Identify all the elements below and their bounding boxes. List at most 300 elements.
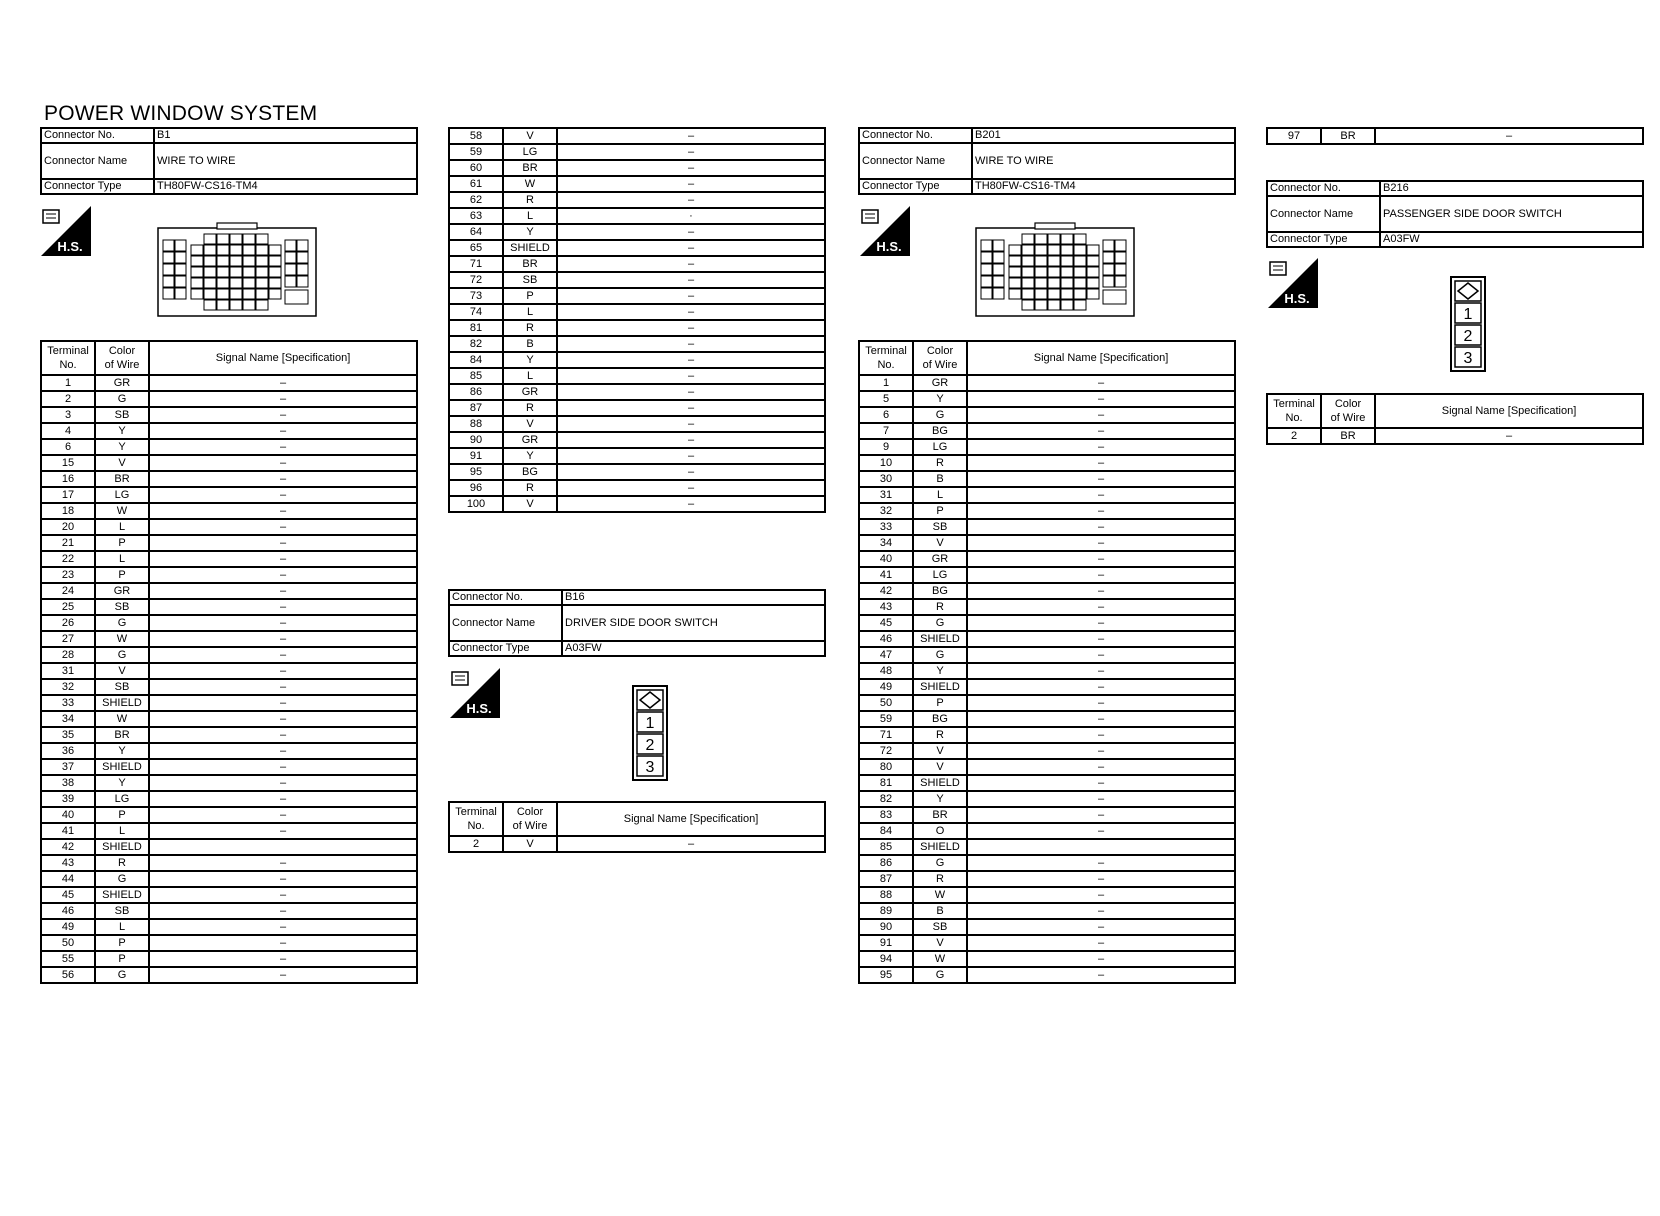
wire-color-cell: BR [1321,428,1375,444]
terminal-cavity [191,245,203,255]
terminal-cavity [175,288,186,299]
wire-color-cell: G [95,967,149,983]
terminal-cavity [1103,240,1114,251]
table-row [859,871,1235,887]
wire-color-cell: R [503,320,557,336]
wire-color-cell: R [503,192,557,208]
connector-type-label: Connector Type [1267,232,1380,247]
signal-name-cell: – [557,416,825,432]
terminal-cavity [243,245,255,255]
terminal-no-cell: 59 [859,711,913,727]
wire-color-cell: P [95,807,149,823]
signal-name-cell: – [149,775,417,791]
terminal-cavity [285,240,296,251]
table-row [449,224,825,240]
terminal-no-cell: 30 [859,471,913,487]
connector-no-label: Connector No. [41,128,154,143]
terminal-no-cell: 37 [41,759,95,775]
signal-name-cell: – [967,695,1235,711]
signal-name-cell: – [967,823,1235,839]
terminal-no-cell: 34 [859,535,913,551]
signal-name-cell: – [967,551,1235,567]
wire-color-cell: Y [913,391,967,407]
wire-color-cell: B [913,903,967,919]
terminal-no-cell: 6 [859,407,913,423]
terminal-cavity [1115,252,1126,263]
signal-name-cell: – [557,256,825,272]
terminal-no-header [449,802,503,836]
table-row [449,384,825,400]
terminal-cavity [297,240,308,251]
table-row [859,439,1235,455]
terminal-cavity [217,300,229,310]
wire-color-cell: BR [503,160,557,176]
table-row [449,480,825,496]
harness-side-icon [1268,258,1318,308]
wire-color-cell: G [913,967,967,983]
terminal-cavity [1074,278,1086,288]
terminal-cavity [1035,267,1047,277]
connector-b1-pin-table-continued [448,127,826,513]
header-line: Color [926,345,954,357]
signal-name-cell: – [557,160,825,176]
terminal-no-cell: 81 [449,320,503,336]
terminal-cavity [1074,234,1086,244]
table-row [41,967,417,983]
connector-type-value: TH80FW-CS16-TM4 [972,179,1235,194]
wire-color-cell: G [95,647,149,663]
signal-name-header: Signal Name [Specification] [1375,394,1643,428]
wire-color-cell: R [95,855,149,871]
terminal-cavity [243,289,255,299]
table-row [41,375,417,391]
wire-color-cell: Y [913,791,967,807]
wire-color-cell: LG [503,144,557,160]
terminal-cavity [230,245,242,255]
signal-name-cell: – [557,368,825,384]
signal-name-cell: – [967,951,1235,967]
terminal-cavity [1115,264,1126,275]
terminal-cavity [1074,289,1086,299]
wire-color-cell: B [503,336,557,352]
signal-name-cell: – [967,631,1235,647]
signal-name-cell: – [967,503,1235,519]
terminal-cavity [993,276,1004,287]
wire-color-cell: W [503,176,557,192]
table-header-row [449,802,825,836]
terminal-cavity [1074,256,1086,266]
page-title: POWER WINDOW SYSTEM [44,102,318,125]
table-row [449,256,825,272]
harness-side-icon [450,668,500,718]
wire-color-cell: SB [913,519,967,535]
terminal-no-cell: 23 [41,567,95,583]
terminal-cavity [1048,256,1060,266]
table-row [449,836,825,852]
table-row [449,352,825,368]
table-row [859,727,1235,743]
terminal-no-cell: 45 [41,887,95,903]
terminal-no-cell: 32 [859,503,913,519]
header-line: Color [1334,398,1362,410]
wire-color-cell: P [95,567,149,583]
terminal-no-cell: 90 [859,919,913,935]
signal-name-cell: – [967,727,1235,743]
wire-color-cell: R [913,871,967,887]
header-line: of Wire [922,359,958,371]
wire-color-cell: L [95,919,149,935]
terminal-no-cell: 71 [449,256,503,272]
connector-face-diagram [157,222,317,327]
terminal-cavity [230,278,242,288]
wire-color-cell: LG [913,439,967,455]
signal-name-header: Signal Name [Specification] [967,341,1235,375]
table-row [859,407,1235,423]
signal-name-cell: – [149,711,417,727]
table-row [859,823,1235,839]
table-row [41,599,417,615]
wire-color-cell: L [503,304,557,320]
terminal-cavity [191,278,203,288]
terminal-no-cell: 81 [859,775,913,791]
terminal-no-cell: 40 [41,807,95,823]
terminal-no-cell: 50 [41,935,95,951]
signal-name-cell: – [967,743,1235,759]
signal-name-cell: – [149,887,417,903]
signal-name-cell [149,839,417,855]
terminal-no-cell: 49 [859,679,913,695]
terminal-cavity [256,256,268,266]
terminal-no-cell: 16 [41,471,95,487]
terminal-no-cell: 5 [859,391,913,407]
table-row [859,967,1235,983]
table-row [41,855,417,871]
terminal-cavity [1061,234,1073,244]
terminal-no-cell: 47 [859,647,913,663]
wire-color-cell: V [503,496,557,512]
terminal-no-cell: 46 [41,903,95,919]
wire-color-cell: Y [503,352,557,368]
connector-name-label: Connector Name [41,143,154,179]
table-row [449,192,825,208]
terminal-cavity [269,289,281,299]
terminal-cavity [1035,245,1047,255]
terminal-no-cell: 91 [449,448,503,464]
terminal-cavity [230,300,242,310]
table-row [41,615,417,631]
terminal-no-cell: 41 [41,823,95,839]
terminal-no-cell: 91 [859,935,913,951]
table-row [41,743,417,759]
table-header-row [859,341,1235,375]
header-line: No. [467,820,485,832]
terminal-no-cell: 27 [41,631,95,647]
wire-color-cell: GR [503,432,557,448]
terminal-cavity [993,240,1004,251]
table-row [859,919,1235,935]
terminal-cavity [243,267,255,277]
table-row [449,320,825,336]
wire-color-cell: G [913,407,967,423]
terminal-cavity [256,267,268,277]
connector-latch [217,223,257,229]
wire-color-cell: SHIELD [913,679,967,695]
connector-no-label: Connector No. [449,590,562,605]
terminal-cavity [285,276,296,287]
terminal-cavity [1048,234,1060,244]
table-row [449,496,825,512]
signal-name-cell: – [557,496,825,512]
signal-name-cell: – [557,320,825,336]
terminal-cavity [1074,300,1086,310]
table-row [859,759,1235,775]
terminal-cavity [217,234,229,244]
table-row [1267,428,1643,444]
terminal-cavity [163,240,174,251]
wire-color-cell: B [913,471,967,487]
terminal-no-cell: 72 [449,272,503,288]
table-row [449,336,825,352]
terminal-no-header [41,341,95,375]
terminal-no-cell: 49 [41,919,95,935]
signal-name-cell: – [967,855,1235,871]
terminal-no-cell: 3 [41,407,95,423]
terminal-cavity [1061,278,1073,288]
signal-name-cell: – [967,871,1235,887]
terminal-no-cell: 94 [859,951,913,967]
terminal-cavity [1022,289,1034,299]
signal-name-cell: – [149,503,417,519]
table-row [41,951,417,967]
table-row [41,567,417,583]
terminal-cavity [269,267,281,277]
wire-color-cell: G [95,391,149,407]
table-row [449,288,825,304]
terminal-no-cell: 41 [859,567,913,583]
connector-type-label: Connector Type [41,179,154,194]
connector-b201-pin-table [858,340,1236,984]
connector-no-label: Connector No. [859,128,972,143]
terminal-cavity [1022,245,1034,255]
signal-name-cell: – [149,423,417,439]
terminal-cavity [1022,300,1034,310]
table-row [859,535,1235,551]
terminal-cavity [1103,276,1114,287]
table-row [859,647,1235,663]
signal-name-cell: – [149,599,417,615]
terminal-cavity [1048,300,1060,310]
terminal-cavity [297,264,308,275]
terminal-no-cell: 43 [859,599,913,615]
table-row [449,144,825,160]
table-row [449,240,825,256]
terminal-cavity [1022,267,1034,277]
table-row [41,759,417,775]
table-row [41,775,417,791]
terminal-no-cell: 73 [449,288,503,304]
table-row [449,464,825,480]
terminal-cavity [256,300,268,310]
hs-label: H.S. [466,701,492,716]
signal-name-cell: – [967,375,1235,391]
terminal-cavity [163,252,174,263]
wire-color-cell: W [95,631,149,647]
connector-no-value: B16 [562,590,825,605]
hand-icon [43,210,59,223]
signal-name-cell: – [967,887,1235,903]
terminal-no-cell: 33 [41,695,95,711]
hs-label: H.S. [876,239,902,254]
terminal-no-cell: 65 [449,240,503,256]
terminal-no-cell: 95 [449,464,503,480]
signal-name-cell: – [557,192,825,208]
terminal-cavity [230,267,242,277]
wire-color-cell: BG [913,583,967,599]
header-line: No. [1285,412,1303,424]
terminal-cavity [204,234,216,244]
terminal-cavity [256,289,268,299]
table-row [859,791,1235,807]
terminal-cavity [217,289,229,299]
table-row [859,471,1235,487]
wire-color-cell: V [913,759,967,775]
signal-name-cell: – [967,519,1235,535]
table-row [859,951,1235,967]
signal-name-cell: – [149,935,417,951]
terminal-cavity [204,300,216,310]
table-row [41,647,417,663]
terminal-no-cell: 86 [449,384,503,400]
signal-name-cell: – [967,423,1235,439]
signal-name-cell: – [557,480,825,496]
table-row [41,551,417,567]
terminal-cavity [1074,245,1086,255]
terminal-no-cell: 45 [859,615,913,631]
signal-name-cell: – [967,903,1235,919]
wire-color-cell: BR [95,727,149,743]
terminal-no-cell: 10 [859,455,913,471]
table-row [859,551,1235,567]
signal-name-cell: – [149,519,417,535]
terminal-no-cell: 62 [449,192,503,208]
signal-name-cell: – [967,807,1235,823]
terminal-no-cell: 74 [449,304,503,320]
terminal-cavity [1022,278,1034,288]
table-row [41,807,417,823]
table-row [859,487,1235,503]
terminal-cavity [993,252,1004,263]
wire-color-cell: L [95,519,149,535]
signal-name-cell: – [149,455,417,471]
terminal-no-cell: 61 [449,176,503,192]
terminal-no-cell: 64 [449,224,503,240]
terminal-no-cell: 55 [41,951,95,967]
signal-name-cell: – [557,304,825,320]
terminal-no-cell: 4 [41,423,95,439]
connector-b216-cavity-diagram [1450,276,1486,377]
terminal-no-cell: 42 [41,839,95,855]
terminal-cavity [285,252,296,263]
terminal-no-cell: 63 [449,208,503,224]
table-row [859,391,1235,407]
terminal-cavity [1087,245,1099,255]
wire-color-cell: BR [95,471,149,487]
terminal-cavity [1087,256,1099,266]
terminal-no-cell: 2 [1267,428,1321,444]
terminal-no-cell: 90 [449,432,503,448]
terminal-cavity [1061,256,1073,266]
terminal-cavity [1009,289,1021,299]
signal-name-cell: – [967,647,1235,663]
wire-color-cell: V [913,743,967,759]
wire-color-cell: Y [503,224,557,240]
terminal-cavity [243,234,255,244]
wire-color-cell: L [95,823,149,839]
table-row [449,432,825,448]
table-row [859,503,1235,519]
terminal-no-cell: 95 [859,967,913,983]
connector-name-value: PASSENGER SIDE DOOR SWITCH [1380,196,1643,232]
terminal-cavity [1048,278,1060,288]
connector-type-label: Connector Type [449,641,562,656]
terminal-no-cell: 40 [859,551,913,567]
terminal-cavity [1048,245,1060,255]
wire-color-cell: V [503,416,557,432]
connector-type-value: A03FW [1380,232,1643,247]
cavity-number: 2 [1463,328,1473,345]
signal-name-cell: – [149,471,417,487]
wire-color-cell: LG [95,791,149,807]
terminal-cavity [1103,252,1114,263]
signal-name-cell: – [967,439,1235,455]
signal-name-cell: – [967,535,1235,551]
terminal-no-cell: 31 [41,663,95,679]
terminal-cavity [191,289,203,299]
header-line: of Wire [512,820,548,832]
wire-color-cell: GR [913,551,967,567]
signal-name-header: Signal Name [Specification] [149,341,417,375]
header-line: of Wire [104,359,140,371]
table-row [41,455,417,471]
terminal-cavity [217,278,229,288]
connector-b1-info [40,127,418,195]
signal-name-cell: – [149,391,417,407]
wire-color-cell: R [913,455,967,471]
wire-color-cell: R [503,400,557,416]
terminal-cavity [175,240,186,251]
connector-no-label: Connector No. [1267,181,1380,196]
wire-color-cell: SB [503,272,557,288]
terminal-cavity [175,252,186,263]
terminal-cavity [204,267,216,277]
terminal-no-cell: 88 [449,416,503,432]
terminal-cavity [1009,278,1021,288]
wire-color-header [95,341,149,375]
wire-color-cell: SHIELD [503,240,557,256]
wire-color-header [503,802,557,836]
table-row [859,375,1235,391]
signal-name-cell: – [557,400,825,416]
terminal-no-cell: 33 [859,519,913,535]
table-row [41,407,417,423]
wire-color-cell: BR [503,256,557,272]
wire-color-cell: Y [95,439,149,455]
wire-color-cell: SB [913,919,967,935]
terminal-cavity [1022,256,1034,266]
terminal-no-cell: 39 [41,791,95,807]
wire-color-cell: W [913,887,967,903]
wire-color-cell: G [913,615,967,631]
